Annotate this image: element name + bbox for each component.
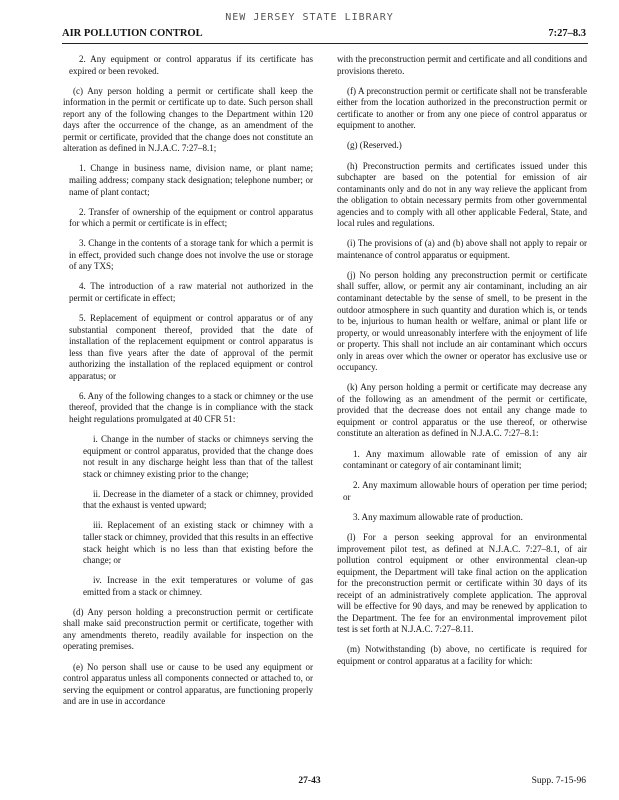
paragraph: 4. The introduction of a raw material not authorized in the permit or certificate in effect; bbox=[69, 281, 313, 303]
supplement-date: Supp. 7-15-96 bbox=[531, 776, 586, 786]
paragraph: (h) Preconstruction permits and certificates issued under this subchapter are based on the potential for emission of air contaminants only and do not in any way relieve the applicant from the obligation to obtain necessary permits from other governmental agencies and to comply with all other applicable Federal, State, and local rules and regulations. bbox=[337, 160, 587, 229]
paragraph: (j) No person holding any preconstruction permit or certificate shall suffer, allow, or permit any air contaminant, including an air contaminant detectable by the sense of smell, to be present in the outdoor atmosphere in such quantity and duration which is, or tends to be, injurious to human health or welfare, animal or plant life or property, or would unreasonably interfere with the enjoyment of life or property. This shall not include an air contaminant which occurs only in areas over which the owner or operator has exclusive use or occupancy. bbox=[337, 269, 587, 373]
paragraph: (k) Any person holding a permit or certificate may decrease any of the following as an amendment of the permit or certificate, provided that the decrease does not entail any change made to equipment or control apparatus or the use thereof, or otherwise constitute an alteration as defined in N.J.A.C. 7:27–8.1: bbox=[337, 382, 587, 439]
running-header-title: AIR POLLUTION CONTROL bbox=[62, 28, 203, 39]
library-stamp: NEW JERSEY STATE LIBRARY bbox=[225, 12, 394, 23]
paragraph: 2. Transfer of ownership of the equipment or control apparatus for which a permit or certificate is in effect; bbox=[69, 206, 313, 229]
paragraph: 2. Any equipment or control apparatus if its certificate has expired or been revoked. bbox=[69, 54, 313, 76]
left-column bbox=[63, 54, 313, 716]
paragraph: 6. Any of the following changes to a stack or chimney or the use thereof, provided that the change is in compliance with the stack height regulations promulgated at 40 CFR 51: bbox=[69, 390, 313, 424]
paragraph: 1. Change in business name, division name, or plant name; mailing address; company stack designation; telephone number; or name of plant contact; bbox=[69, 163, 313, 197]
paragraph: (d) Any person holding a preconstruction permit or certificate shall make said preconstruction permit or certificate, together with any amendments thereto, readily available for inspection on the operating premises. bbox=[63, 606, 313, 652]
paragraph: 3. Change in the contents of a storage tank for which a permit is in effect, provided such change does not involve the use or storage of any TXS; bbox=[69, 238, 313, 272]
paragraph: (c) Any person holding a permit or certificate shall keep the information in the permit or certificate up to date. Such person shall report any of the following changes to the Department within 120 days after the occurrence of the change, as an amendment of the permit or certificate, provided that the change does not constitute an alteration as defined in N.J.A.C. 7:27–8.1; bbox=[63, 85, 313, 154]
paragraph: iv. Increase in the exit temperatures or volume of gas emitted from a stack or chimney. bbox=[83, 575, 313, 597]
paragraph: 5. Replacement of equipment or control apparatus or of any substantial component thereof, provided that the date of installation of the replacement equipment or control apparatus is less than five years after the date of approval of the permit authorizing the installation of the replaced equipment or control apparatus; or bbox=[69, 313, 313, 381]
paragraph: 1. Any maximum allowable rate of emission of any air contaminant or category of air contaminant limit; bbox=[343, 448, 587, 471]
paragraph: (e) No person shall use or cause to be used any equipment or control apparatus unless all components connected or attached to, or serving the equipment or control apparatus, are functioning properly and are in use in accordance bbox=[63, 661, 313, 707]
header-rule bbox=[62, 43, 588, 44]
paragraph: (i) The provisions of (a) and (b) above shall not apply to repair or maintenance of control apparatus or equipment. bbox=[337, 238, 587, 260]
paragraph: (g) (Reserved.) bbox=[347, 140, 402, 151]
paragraph: (l) For a person seeking approval for an environmental improvement pilot test, as defined at N.J.A.C. 7:27–8.1, of air pollution control equipment or other environmental clean-up equipment, the Department will take final action on the application for the preconstruction permit or certificate within 30 days of its receipt of an administratively complete application. The approval will be effective for 90 days, and may be renewed by application to the Department. The fee for an environmental improvement pilot test is set forth at N.J.A.C. 7:27–8.11. bbox=[337, 532, 587, 635]
paragraph: 3. Any maximum allowable rate of production. bbox=[353, 511, 523, 522]
running-header-section: 7:27–8.3 bbox=[548, 28, 586, 39]
paragraph: 2. Any maximum allowable hours of operation per time period; or bbox=[343, 480, 587, 502]
paragraph: ii. Decrease in the diameter of a stack or chimney, provided that the exhaust is vented upward; bbox=[83, 488, 313, 511]
paragraph: (f) A preconstruction permit or certificate shall not be transferable either from the location authorized in the preconstruction permit or certificate to another or from any one piece of control apparatus or equipment to another. bbox=[337, 85, 587, 131]
paragraph: i. Change in the number of stacks or chimneys serving the equipment or control apparatus, provided that the change does not result in any discharge height less than that of the tallest stack or chimney existing prior to the change; bbox=[83, 434, 313, 479]
right-column bbox=[337, 54, 587, 676]
paragraph: iii. Replacement of an existing stack or chimney with a taller stack or chimney, provided that this results in an effective stack height which is no less than that existing before the change; or bbox=[83, 520, 313, 566]
paragraph: (m) Notwithstanding (b) above, no certificate is required for equipment or control apparatus at a facility for which: bbox=[337, 644, 587, 666]
page-number: 27-43 bbox=[298, 776, 321, 786]
paragraph: with the preconstruction permit and certificate and all conditions and provisions thereto. bbox=[337, 54, 587, 76]
